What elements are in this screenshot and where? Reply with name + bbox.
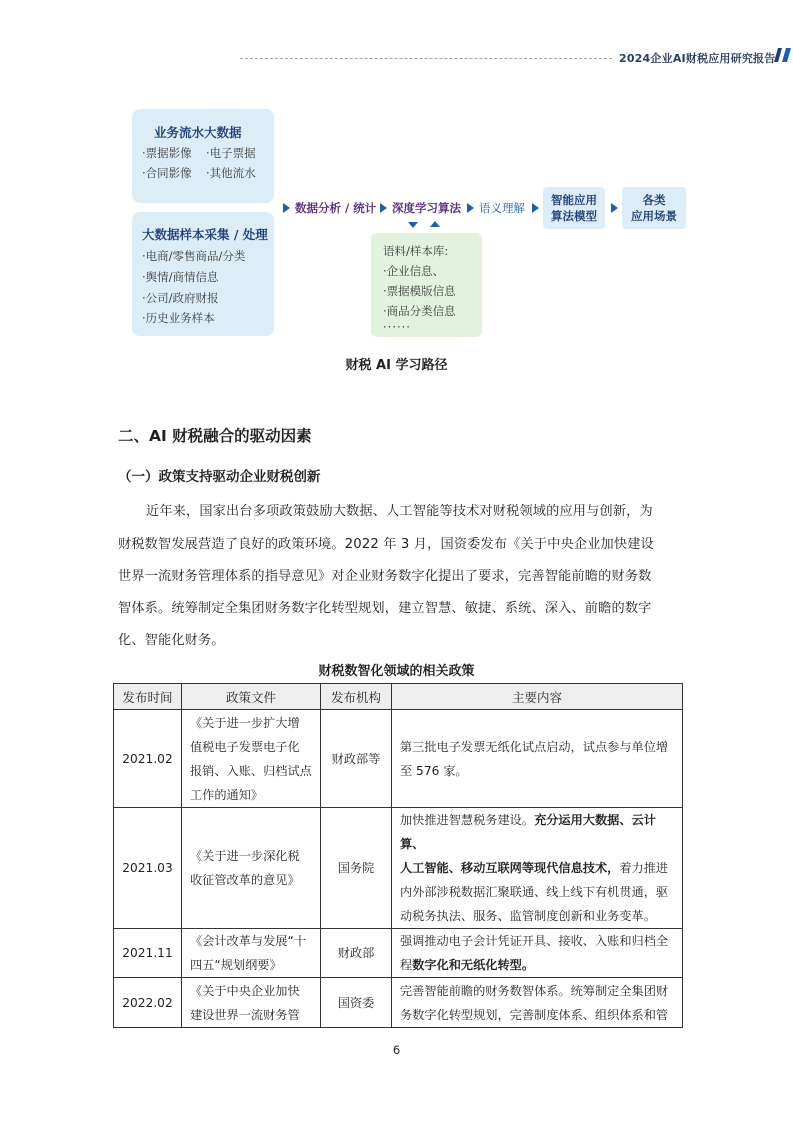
flow-arrow-icon <box>611 203 618 213</box>
flow-step-deep-learning: 深度学习算法 <box>392 201 461 215</box>
table-row <box>114 929 683 978</box>
section-heading: 二、AI 财税融合的驱动因素 <box>118 427 312 445</box>
document-cell <box>182 978 321 1028</box>
box-item: ·其他流水 <box>206 166 256 180</box>
cell-line: 动税务执法、服务、监管制度创新和业务变革。 <box>400 909 656 923</box>
cell-line: 至 576 家。 <box>400 763 468 778</box>
content-cell <box>392 978 683 1028</box>
column-header: 主要内容 <box>392 684 683 710</box>
flow-arrow-icon <box>283 203 290 213</box>
cell-line: 工作的通知》 <box>190 787 264 802</box>
cell-line: 《关于进一步深化税 <box>190 849 300 863</box>
cell-line: 建设世界一流财务管 <box>190 1007 300 1022</box>
paragraph-line: 世界一流财务管理体系的指导意见》对企业财务数字化提出了要求，完善智能前瞻的财务数 <box>118 569 652 584</box>
cell-line: 四五“规划纲要》 <box>190 958 282 972</box>
flow-arrow-icon <box>380 203 387 213</box>
business-data-box <box>132 109 274 203</box>
org-cell: 财政部 <box>321 929 392 978</box>
cell-line: 《关于中央企业加快 <box>190 983 300 998</box>
org-cell: 财政部等 <box>321 710 392 808</box>
up-arrow-icon <box>430 221 440 227</box>
plain-text: 着力推进 <box>619 861 669 875</box>
cell-line: 强调推动电子会计凭证开具、接收、入账和归档全 <box>400 934 669 948</box>
cell-line: 收征管改革的意见》 <box>190 873 300 887</box>
box-title: 业务流水大数据 <box>154 125 242 140</box>
column-header: 发布时间 <box>114 684 182 710</box>
paragraph-line: 智体系。统筹制定全集团财务数字化转型规划，建立智慧、敏捷、系统、深入、前瞻的数字 <box>118 601 652 616</box>
page-number: 6 <box>392 1043 401 1057</box>
date-cell: 2022.02 <box>114 978 182 1028</box>
cell-line <box>400 953 674 977</box>
paragraph-line: 财税数智发展营造了良好的政策环境。2022 年 3 月，国资委发布《关于中央企业加快建设 <box>118 537 654 552</box>
document-cell <box>182 808 321 929</box>
plain-text: 加快推进智慧税务建设。 <box>400 813 535 827</box>
cell-line: 务数字化转型规划，完善制度体系、组织体系和管 <box>400 1007 669 1022</box>
box-item: ·电子票据 <box>206 146 256 160</box>
cell-line: 《会计改革与发展“十 <box>190 934 307 948</box>
date-cell: 2021.11 <box>114 929 182 978</box>
box-item: ·合同影像 <box>142 166 192 180</box>
box-line: 各类 <box>642 193 666 207</box>
box-item: ·电商/零售商品/分类 <box>142 249 246 263</box>
content-cell <box>392 710 683 808</box>
box-title: 大数据样本采集 / 处理 <box>142 227 268 242</box>
plain-text: 程 <box>400 958 413 972</box>
document-cell <box>182 929 321 978</box>
cell-line: 内外部涉税数据汇聚联通、线上线下有机贯通，驱 <box>400 885 669 899</box>
box-item: ·票据影像 <box>142 146 192 160</box>
box-line: 应用场景 <box>631 209 677 223</box>
corpus-item: ·票据模版信息 <box>383 284 456 298</box>
box-item: ·公司/政府财报 <box>142 291 219 305</box>
cell-line <box>400 856 674 880</box>
box-line: 智能应用 <box>551 193 597 207</box>
flow-arrow-icon <box>467 203 474 213</box>
date-cell: 2021.03 <box>114 808 182 929</box>
paragraph-line: 近年来，国家出台多项政策鼓励大数据、人工智能等技术对财税领域的应用与创新，为 <box>146 504 653 519</box>
flow-arrow-icon <box>532 203 539 213</box>
subsection-heading: （一）政策支持驱动企业财税创新 <box>118 469 321 485</box>
slash-mark-icon <box>774 48 792 62</box>
date-cell: 2021.02 <box>114 710 182 808</box>
column-header: 发布机构 <box>321 684 392 710</box>
cell-line: 完善智能前瞻的财务数智体系。统筹制定全集团财 <box>400 983 669 998</box>
bold-text: 数字化和无纸化转型。 <box>412 958 535 972</box>
org-cell: 国务院 <box>321 808 392 929</box>
table-row <box>114 978 683 1028</box>
table-caption: 财税数智化领域的相关政策 <box>318 664 475 679</box>
corpus-title: 语料/样本库: <box>383 244 449 258</box>
corpus-item: ·商品分类信息 <box>383 304 456 318</box>
cell-line: 值税电子发票电子化 <box>190 739 300 754</box>
cell-line <box>400 808 674 856</box>
table-row <box>114 710 683 808</box>
header-rule <box>240 58 612 59</box>
box-item: ·历史业务样本 <box>142 311 215 325</box>
flow-step-semantic: 语义理解 <box>479 201 525 215</box>
column-header: 政策文件 <box>182 684 321 710</box>
report-title: 2024企业AI财税应用研究报告 <box>619 52 776 65</box>
content-cell <box>392 929 683 978</box>
paragraph-line: 化、智能化财务。 <box>118 633 225 648</box>
corpus-box <box>371 233 482 337</box>
diagram-caption: 财税 AI 学习路径 <box>345 358 448 373</box>
cell-line: 第三批电子发票无纸化试点启动，试点参与单位增 <box>400 739 669 754</box>
sample-collection-box <box>132 212 274 336</box>
document-cell <box>182 710 321 808</box>
cell-line: 报销、入账、归档试点 <box>190 763 312 778</box>
table-row <box>114 808 683 929</box>
down-arrow-icon <box>408 222 418 228</box>
corpus-item: ······ <box>383 320 411 334</box>
bold-text: 充分运用大数据、云计算、 <box>400 813 656 851</box>
box-line: 算法模型 <box>551 209 597 223</box>
box-item: ·舆情/商情信息 <box>142 270 219 284</box>
cell-line: 《关于进一步扩大增 <box>190 715 300 730</box>
flow-step-analysis: 数据分析 / 统计 <box>295 201 377 215</box>
table-header-row <box>114 684 683 710</box>
corpus-item: ·企业信息、 <box>383 264 445 278</box>
content-cell <box>392 808 683 929</box>
algorithm-model-box <box>543 187 605 229</box>
application-scenario-box <box>622 187 686 229</box>
policy-table <box>113 683 683 1028</box>
bold-text: 人工智能、移动互联网等现代信息技术， <box>400 861 620 875</box>
org-cell: 国资委 <box>321 978 392 1028</box>
